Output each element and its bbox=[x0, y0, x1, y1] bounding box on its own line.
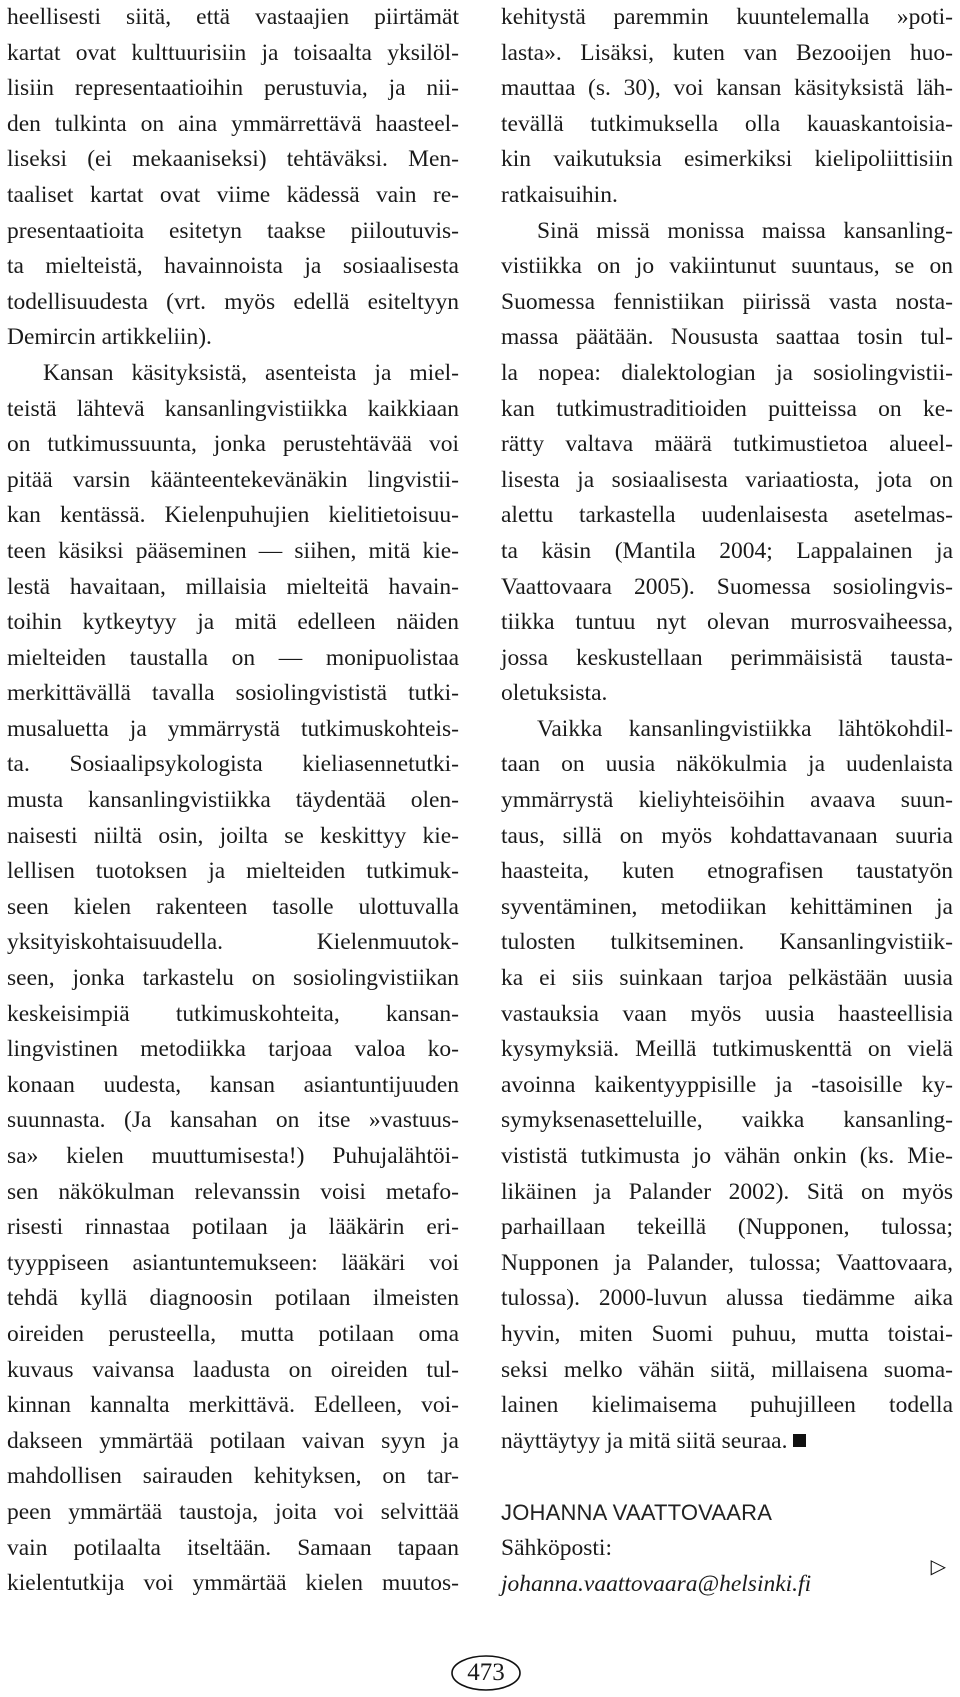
spacer bbox=[501, 1459, 953, 1495]
body-line: kuvaus vaivansa laadusta on oireiden tul- bbox=[7, 1356, 459, 1383]
body-line: vistiikka on jo vakiintunut suuntaus, se on bbox=[501, 253, 953, 280]
body-line: parhaillaan tekeillä (Nupponen, tulossa; bbox=[501, 1214, 953, 1241]
paragraph-end-line: oletuksista. bbox=[501, 680, 608, 707]
body-line: naisesti niiltä osin, joilta se keskittyy kie- bbox=[7, 822, 459, 849]
body-line: ymmärrystä kieliyhteisöihin avaava suun- bbox=[501, 787, 953, 814]
body-line: tulossa). 2000-luvun alussa tiedämme aika bbox=[501, 1285, 953, 1312]
body-line: ta käsin (Mantila 2004; Lappalainen ja bbox=[501, 537, 953, 564]
body-line: pitää varsin käänteentekevänäkin lingvistii- bbox=[7, 466, 459, 493]
body-line: kielentutkija voi ymmärtää kielen muutos- bbox=[7, 1570, 459, 1597]
body-line: dakseen ymmärtää potilaan vaivan syyn ja bbox=[7, 1427, 459, 1454]
body-line: jossa keskustellaan perimmäisistä tausta- bbox=[501, 644, 953, 671]
body-line: kartat ovat kulttuurisiin ja toisaalta yksilöl- bbox=[7, 39, 459, 66]
page-number: 473 bbox=[467, 1659, 505, 1686]
paragraph-start-line: Kansan käsityksistä, asenteista ja miel- bbox=[43, 359, 459, 386]
body-line: rätty valtava määrä tutkimustietoa alueel- bbox=[501, 431, 953, 458]
body-line: risesti rinnastaa potilaan ja lääkärin eri- bbox=[7, 1214, 459, 1241]
body-line: vastauksia vaan myös uusia haasteellisia bbox=[501, 1000, 953, 1027]
body-line: Nupponen ja Palander, tulossa; Vaattovaara, bbox=[501, 1249, 953, 1276]
body-line: taan on uusia näkökulmia ja uudenlaista bbox=[501, 751, 953, 778]
body-line: seen, jonka tarkastelu on sosiolingvistiikan bbox=[7, 965, 459, 992]
body-line: vististä tutkimusta jo vähän onkin (ks. Mie- bbox=[501, 1143, 953, 1169]
body-line: on tutkimussuunta, jonka perustehtävää voi bbox=[7, 431, 459, 458]
body-line: lasta». Lisäksi, kuten van Bezooijen huo- bbox=[501, 39, 953, 66]
author-email[interactable]: johanna.vaattovaara@helsinki.fi bbox=[501, 1570, 812, 1597]
paragraph-end-line bbox=[501, 1424, 953, 1460]
page-number-badge bbox=[450, 1654, 522, 1692]
body-line: suunnasta. (Ja kansahan on itse »vastuus- bbox=[7, 1107, 459, 1134]
body-line: kehitystä paremmin kuuntelemalla »poti- bbox=[501, 4, 953, 30]
body-line: taus, sillä on myös kohdattavanaan suuria bbox=[501, 822, 953, 849]
body-line: la nopea: dialektologian ja sosiolingvistii- bbox=[501, 359, 953, 386]
body-line: seen kielen rakenteen tasolle ulottuvalla bbox=[7, 893, 459, 920]
body-line: tiikka tuntuu nyt olevan murrosvaiheessa, bbox=[501, 609, 953, 636]
continue-arrow-icon: ▷ bbox=[930, 1554, 946, 1578]
author-name: JOHANNA VAATTOVAARA bbox=[501, 1500, 773, 1526]
body-line: kinnan kannalta merkittävä. Edelleen, voi- bbox=[7, 1392, 459, 1419]
body-line: syventäminen, metodiikan kehittäminen ja bbox=[501, 893, 953, 920]
body-line: tulosten tulkitseminen. Kansanlingvistiik- bbox=[501, 929, 953, 956]
final-sentence: näyttäytyy ja mitä siitä seuraa. bbox=[501, 1427, 788, 1454]
body-line: heellisesti siitä, että vastaajien piirtämät bbox=[7, 4, 459, 30]
body-line: lisesta ja sosiaalisesta variaatiosta, jota on bbox=[501, 466, 953, 493]
body-line: lellisen tuotoksen ja mielteiden tutkimuk- bbox=[7, 858, 459, 885]
body-line: teistä lähtevä kansanlingvistiikka kaikkiaan bbox=[7, 395, 459, 422]
body-line: merkittävällä tavalla sosiolingvististä tutki- bbox=[7, 680, 459, 707]
body-line: musaluetta ja ymmärrystä tutkimuskohteis- bbox=[7, 715, 459, 742]
body-line: todellisuudesta (vrt. myös edellä esiteltyyn bbox=[7, 288, 459, 315]
body-line: mahdollisen sairauden kehityksen, on tar- bbox=[7, 1463, 459, 1490]
body-line: teen käsiksi pääseminen — siihen, mitä kie- bbox=[7, 537, 459, 564]
body-line: keskeisimpiä tutkimuskohteita, kansan- bbox=[7, 1000, 459, 1027]
body-line: kan kentässä. Kielenpuhujien kielitietoisuu- bbox=[7, 502, 459, 529]
body-line: lingvistinen metodiikka tarjoaa valoa ko- bbox=[7, 1036, 459, 1063]
paragraph-end-line: ratkaisuihin. bbox=[501, 181, 618, 208]
end-of-article-mark bbox=[793, 1434, 806, 1447]
body-line: mielteiden taustalla on — monipuolistaa bbox=[7, 644, 459, 671]
body-line: lainen kielimaisema puhujilleen todella bbox=[501, 1392, 953, 1419]
body-line: presentaatioita esitetyn taakse piiloutuvis- bbox=[7, 217, 459, 244]
body-line: likäinen ja Palander 2002). Sitä on myös bbox=[501, 1178, 953, 1205]
body-line: peen ymmärtää taustoja, joita voi selvittää bbox=[7, 1498, 459, 1525]
body-line: kin vaikutuksia esimerkiksi kielipoliittisiin bbox=[501, 146, 953, 173]
body-line: vain potilaalta itseltään. Samaan tapaan bbox=[7, 1534, 459, 1561]
body-line: konaan uudesta, kansan asiantuntijuuden bbox=[7, 1071, 459, 1098]
body-line: symyksenasetteluille, vaikka kansanling- bbox=[501, 1107, 953, 1134]
body-line: sa» kielen muuttumisesta!) Puhujalähtöi- bbox=[7, 1143, 459, 1169]
right-column bbox=[501, 0, 953, 1602]
body-line: taaliset kartat ovat viime kädessä vain re- bbox=[7, 181, 459, 208]
email-label: Sähköposti: bbox=[501, 1534, 612, 1561]
body-line: yksityiskohtaisuudella. Kielenmuutok- bbox=[7, 929, 459, 956]
body-line: massa päätään. Noususta saattaa tosin tul- bbox=[501, 324, 953, 351]
left-column bbox=[7, 0, 459, 1602]
paragraph-start-line: Vaikka kansanlingvistiikka lähtökohdil- bbox=[537, 715, 953, 742]
body-line: tevällä tutkimuksella olla kauaskantoisia- bbox=[501, 110, 953, 137]
body-line: haasteita, kuten etnografisen taustatyön bbox=[501, 858, 953, 885]
paragraph-start-line: Sinä missä monissa maissa kansanling- bbox=[537, 217, 953, 244]
body-line: seksi melko vähän siitä, millaisena suoma- bbox=[501, 1356, 953, 1383]
body-line: ka ei siis suinkaan tarjoa pelkästään uusia bbox=[501, 965, 953, 992]
body-line: Vaattovaara 2005). Suomessa sosiolingvis- bbox=[501, 573, 953, 600]
body-line: alettu tarkastella uudenlaisesta asetelmas- bbox=[501, 502, 953, 529]
paragraph-end-line: Demircin artikkeliin). bbox=[7, 324, 212, 351]
body-line: hyvin, miten Suomi puhuu, mutta toistai- bbox=[501, 1320, 953, 1347]
body-line: mauttaa (s. 30), voi kansan käsityksistä läh- bbox=[501, 75, 953, 102]
body-line: ta mielteistä, havainnoista ja sosiaalisesta bbox=[7, 253, 459, 280]
body-line: tehdä kyllä diagnoosin potilaan ilmeisten bbox=[7, 1285, 459, 1312]
body-line: ta. Sosiaalipsykologista kieliasennetutki- bbox=[7, 751, 459, 778]
body-line: tyyppiseen asiantuntemukseen: lääkäri voi bbox=[7, 1249, 459, 1276]
body-line: kysymyksiä. Meillä tutkimuskenttä on vielä bbox=[501, 1036, 953, 1063]
body-line: toihin kytkeytyy ja mitä edelleen näiden bbox=[7, 609, 459, 636]
body-line: den tulkinta on aina ymmärrettävä haasteel- bbox=[7, 110, 459, 137]
body-line: Suomessa fennistiikan piirissä vasta nosta- bbox=[501, 288, 953, 315]
body-line: sen näkökulman relevanssin voisi metafo- bbox=[7, 1178, 459, 1205]
body-line: lisiin representaatioihin perustuvia, ja nii- bbox=[7, 75, 459, 102]
body-line: oireiden perusteella, mutta potilaan oma bbox=[7, 1320, 459, 1347]
body-line: lestä havaitaan, millaisia mielteitä havain- bbox=[7, 573, 459, 600]
body-line: liseksi (ei mekaaniseksi) tehtäväksi. Men- bbox=[7, 146, 459, 173]
body-line: musta kansanlingvistiikka täydentää olen- bbox=[7, 787, 459, 814]
body-line: avoinna kaikentyyppisille ja -tasoisille ky- bbox=[501, 1071, 953, 1098]
body-line: kan tutkimustraditioiden puitteissa on ke- bbox=[501, 395, 953, 422]
